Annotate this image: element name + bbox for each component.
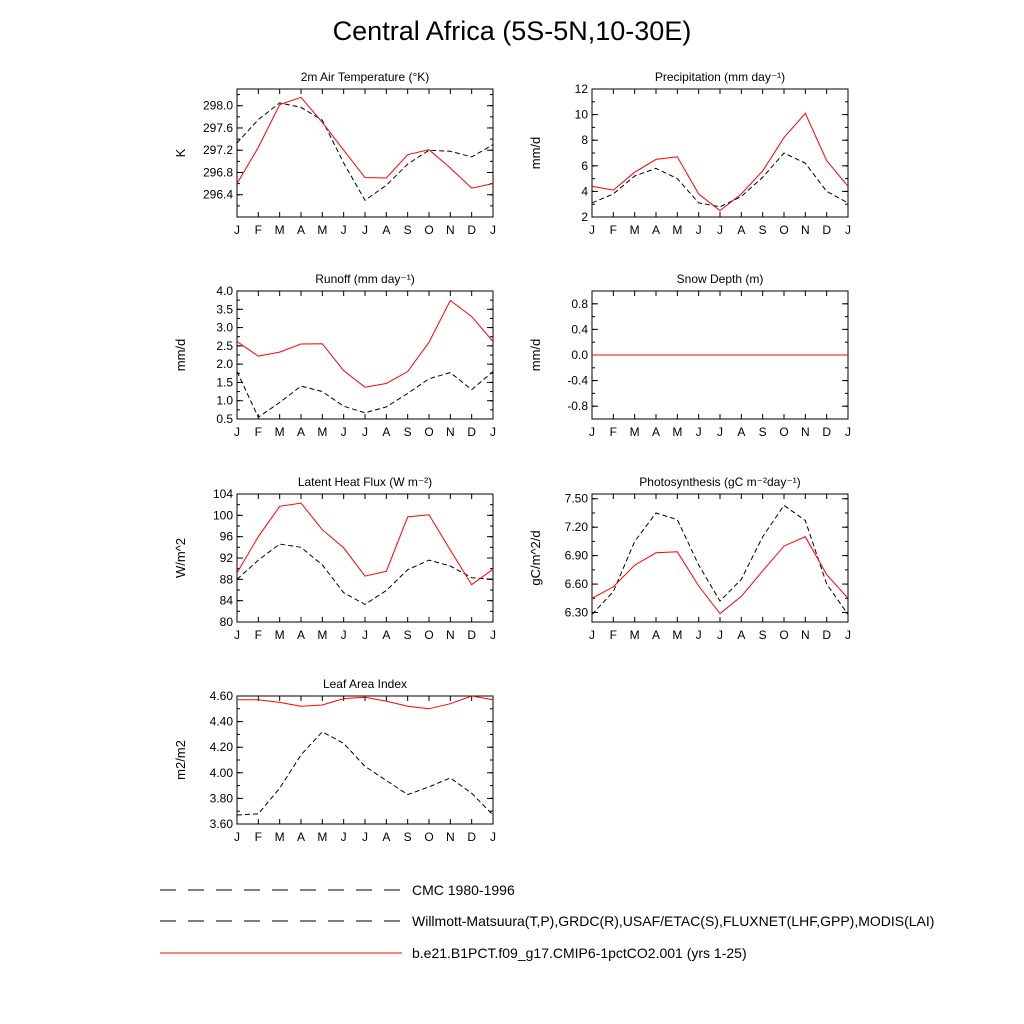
x-tick-label: F: [254, 425, 263, 439]
x-tick-label: O: [424, 830, 434, 844]
x-tick-label: A: [737, 628, 746, 642]
x-tick-label: J: [589, 425, 595, 439]
x-tick-label: F: [609, 628, 618, 642]
y-tick-label: 297.6: [202, 120, 233, 135]
y-axis-label: gC/m^2/d: [528, 530, 543, 586]
y-tick-label: 298.0: [202, 98, 233, 113]
x-tick-label: J: [340, 425, 347, 439]
series-model-line: [592, 113, 848, 210]
panel-title: 2m Air Temperature (°K): [300, 70, 430, 84]
x-tick-label: J: [362, 425, 368, 439]
y-tick-label: 2.0: [216, 357, 233, 372]
series-obs-line: [592, 153, 848, 207]
x-tick-label: A: [296, 425, 306, 439]
x-tick-label: A: [737, 223, 746, 237]
series-model-line: [592, 537, 848, 614]
x-tick-label: F: [254, 628, 263, 642]
x-tick-label: O: [779, 425, 789, 439]
x-tick-label: J: [234, 425, 240, 439]
y-tick-label: 296.4: [202, 187, 233, 202]
x-tick-label: A: [651, 628, 661, 642]
y-tick-label: 4.60: [209, 689, 233, 703]
panel-title: Precipitation (mm day⁻¹): [654, 70, 786, 84]
y-tick-label: 6: [581, 158, 588, 173]
x-tick-label: S: [403, 223, 412, 237]
x-tick-label: J: [717, 223, 723, 237]
y-tick-label: 1.0: [216, 393, 233, 408]
x-tick-label: F: [254, 830, 263, 844]
x-tick-label: A: [737, 425, 746, 439]
y-tick-label: 84: [219, 593, 233, 608]
y-tick-label: 92: [219, 551, 233, 565]
plot-frame: [237, 696, 493, 824]
y-tick-label: 0.4: [571, 322, 588, 337]
series-obs-line: [237, 544, 493, 604]
x-tick-label: A: [382, 628, 391, 642]
plot-frame: [237, 291, 493, 419]
x-tick-label: J: [362, 628, 368, 642]
y-tick-label: 80: [219, 615, 233, 629]
series-obs-line: [592, 505, 848, 614]
series-obs-line: [237, 732, 493, 815]
x-tick-label: J: [589, 628, 595, 642]
y-tick-label: 96: [219, 529, 233, 544]
x-tick-label: J: [695, 223, 702, 237]
x-tick-label: S: [758, 425, 767, 439]
x-tick-label: J: [340, 223, 347, 237]
x-tick-label: F: [609, 223, 618, 237]
x-tick-label: J: [845, 223, 851, 237]
y-tick-label: -0.8: [567, 399, 588, 414]
x-tick-label: J: [845, 425, 851, 439]
x-tick-label: A: [382, 223, 391, 237]
y-axis-label: mm/d: [528, 136, 543, 170]
y-tick-label: 3.60: [209, 817, 233, 831]
x-tick-label: M: [317, 830, 328, 844]
panel-title: Photosynthesis (gC m⁻²day⁻¹): [639, 475, 801, 489]
x-tick-label: M: [274, 830, 285, 844]
x-tick-label: N: [445, 628, 455, 642]
y-tick-label: 0.5: [216, 412, 233, 426]
x-tick-label: J: [362, 830, 368, 844]
x-tick-label: A: [296, 628, 306, 642]
x-tick-label: J: [717, 628, 723, 642]
legend-label-2: b.e21.B1PCT.f09_g17.CMIP6-1pctCO2.001 (yrs 1-25): [412, 945, 747, 961]
y-tick-label: 2: [581, 210, 588, 224]
y-tick-label: 88: [219, 572, 233, 587]
x-tick-label: M: [317, 425, 328, 439]
y-tick-label: 8: [581, 133, 588, 148]
panel-2: [173, 272, 496, 439]
y-tick-label: 6.60: [564, 577, 588, 592]
plot-frame: [592, 494, 848, 622]
y-tick-label: -0.4: [567, 373, 588, 388]
x-tick-label: D: [467, 830, 477, 844]
x-tick-label: J: [340, 628, 347, 642]
x-tick-label: J: [490, 425, 496, 439]
panel-title: Runoff (mm day⁻¹): [315, 272, 415, 286]
y-tick-label: 4.40: [209, 714, 233, 729]
x-tick-label: S: [403, 628, 412, 642]
y-tick-label: 104: [212, 487, 233, 501]
x-tick-label: O: [424, 223, 434, 237]
y-tick-label: 0.8: [571, 296, 588, 311]
x-tick-label: J: [340, 830, 347, 844]
plot-frame: [592, 89, 848, 217]
x-tick-label: S: [758, 223, 767, 237]
x-tick-label: J: [717, 425, 723, 439]
y-tick-label: 1.5: [216, 375, 233, 390]
x-tick-label: N: [800, 628, 810, 642]
y-tick-label: 7.20: [564, 520, 588, 535]
y-tick-label: 4: [581, 184, 588, 199]
panel-title: Leaf Area Index: [322, 677, 408, 691]
x-tick-label: J: [362, 223, 368, 237]
x-tick-label: J: [234, 830, 240, 844]
x-tick-label: O: [424, 425, 434, 439]
x-tick-label: D: [822, 628, 832, 642]
x-tick-label: D: [467, 425, 477, 439]
x-tick-label: J: [695, 628, 702, 642]
y-axis-label: m2/m2: [173, 740, 188, 780]
plot-frame: [237, 89, 493, 217]
series-obs-line: [237, 103, 493, 200]
x-tick-label: A: [382, 425, 391, 439]
x-tick-label: O: [424, 628, 434, 642]
x-tick-label: J: [490, 830, 496, 844]
x-tick-label: S: [758, 628, 767, 642]
y-tick-label: 296.8: [202, 165, 233, 180]
x-tick-label: D: [822, 425, 832, 439]
panel-4: [173, 475, 496, 642]
x-tick-label: F: [254, 223, 263, 237]
y-tick-label: 6.90: [564, 548, 588, 563]
x-tick-label: D: [822, 223, 832, 237]
x-tick-label: N: [445, 223, 455, 237]
x-tick-label: M: [274, 628, 285, 642]
x-tick-label: J: [234, 223, 240, 237]
x-tick-label: N: [800, 223, 810, 237]
x-tick-label: D: [467, 628, 477, 642]
series-model-line: [237, 503, 493, 585]
y-tick-label: 6.30: [564, 605, 588, 620]
panel-title: Latent Heat Flux (W m⁻²): [297, 475, 433, 489]
x-tick-label: A: [651, 223, 661, 237]
y-tick-label: 4.20: [209, 740, 233, 755]
x-tick-label: N: [445, 425, 455, 439]
y-tick-label: 2.5: [216, 338, 233, 353]
panel-5: [528, 475, 851, 642]
x-tick-label: N: [800, 425, 810, 439]
x-tick-label: J: [234, 628, 240, 642]
x-tick-label: M: [672, 425, 683, 439]
x-tick-label: M: [317, 628, 328, 642]
x-tick-label: S: [403, 830, 412, 844]
x-tick-label: A: [382, 830, 391, 844]
y-tick-label: 3.5: [216, 302, 233, 317]
main-title: Central Africa (5S-5N,10-30E): [332, 16, 692, 46]
series-model-line: [237, 301, 493, 388]
x-tick-label: N: [445, 830, 455, 844]
x-tick-label: O: [779, 223, 789, 237]
x-tick-label: M: [629, 628, 640, 642]
y-tick-label: 4.0: [216, 284, 233, 298]
panel-1: [528, 70, 851, 237]
y-tick-label: 3.80: [209, 791, 233, 806]
x-tick-label: M: [629, 425, 640, 439]
x-tick-label: J: [490, 628, 496, 642]
x-tick-label: A: [296, 830, 306, 844]
x-tick-label: J: [695, 425, 702, 439]
x-tick-label: M: [672, 223, 683, 237]
legend-label-0: CMC 1980-1996: [412, 882, 515, 898]
y-tick-label: 12: [574, 82, 588, 96]
panel-title: Snow Depth (m): [676, 272, 764, 286]
legend-group: [160, 882, 934, 961]
x-tick-label: M: [317, 223, 328, 237]
x-tick-label: A: [296, 223, 306, 237]
y-axis-label: K: [173, 148, 188, 158]
x-tick-label: S: [403, 425, 412, 439]
y-tick-label: 0.0: [571, 348, 588, 362]
y-tick-label: 100: [212, 508, 233, 523]
x-tick-label: M: [274, 425, 285, 439]
x-tick-label: F: [609, 425, 618, 439]
series-obs-line: [237, 372, 493, 418]
x-tick-label: D: [467, 223, 477, 237]
x-tick-label: M: [629, 223, 640, 237]
x-tick-label: A: [651, 425, 661, 439]
panel-6: [173, 677, 496, 844]
y-tick-label: 7.50: [564, 491, 588, 506]
y-tick-label: 297.2: [202, 143, 233, 158]
y-tick-label: 10: [574, 107, 588, 122]
x-tick-label: J: [490, 223, 496, 237]
x-tick-label: J: [589, 223, 595, 237]
legend-label-1: Willmott-Matsuura(T,P),GRDC(R),USAF/ETAC(S),FLUXNET(LHF,GPP),MODIS(LAI): [412, 913, 935, 929]
panel-3: [528, 272, 851, 439]
y-axis-label: mm/d: [173, 338, 188, 372]
x-tick-label: J: [845, 628, 851, 642]
y-tick-label: 4.00: [209, 765, 233, 780]
x-tick-label: M: [274, 223, 285, 237]
x-tick-label: O: [779, 628, 789, 642]
y-tick-label: 3.0: [216, 320, 233, 335]
y-axis-label: W/m^2: [173, 537, 188, 579]
series-model-line: [237, 97, 493, 188]
panel-0: [173, 70, 496, 237]
x-tick-label: M: [672, 628, 683, 642]
y-axis-label: mm/d: [528, 338, 543, 372]
